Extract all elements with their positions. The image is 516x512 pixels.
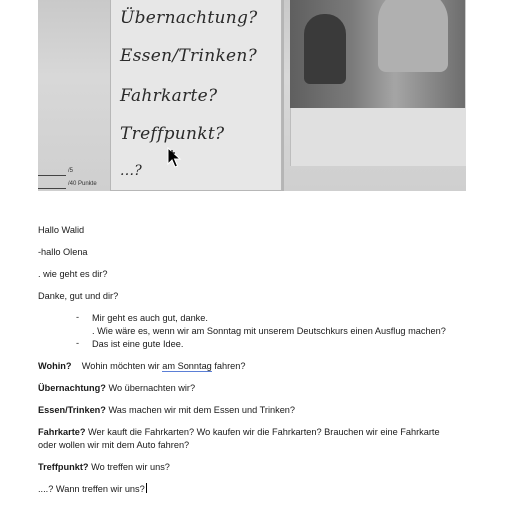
card-item-more: ...? [120,163,143,179]
person-silhouette [304,14,346,84]
bullet-line: Mir geht es auch gut, danke. [92,313,208,323]
card-item-treffpunkt: Treffpunkt? [120,124,225,144]
person-silhouette [378,0,448,72]
question-last[interactable]: ....? Wann treffen wir uns? [38,484,145,494]
dialog-line: -hallo Olena [38,247,88,257]
score-line [38,175,66,176]
score-bottom: /40 Punkte [68,181,97,187]
bullet-line: . Wie wäre es, wenn wir am Sonntag mit unserem Deutschkurs einen Ausflug machen? [92,326,446,336]
question-fahrkarte: Fahrkarte? Wer kauft die Fahrkarten? Wo kaufen wir die Fahrkarten? Brauchen wir eine Fahrkarte [38,427,440,437]
bullet-dash: - [76,338,80,348]
bullet-line: Das ist eine gute Idee. [92,339,184,349]
question-treffpunkt: Treffpunkt? Wo treffen wir uns? [38,462,170,472]
card-item-uebernachtung: Übernachtung? [120,8,258,28]
card-item-fahrkarte: Fahrkarte? [120,86,218,106]
score-top: /5 [68,168,74,174]
question-fahrkarte-cont: oder wollen wir mit dem Auto fahren? [38,440,190,450]
question-uebernachtung: Übernachtung? Wo übernachten wir? [38,383,196,393]
spellcheck-underline: am Sonntag [162,361,212,371]
question-essen: Essen/Trinken? Was machen wir mit dem Essen und Trinken? [38,405,296,415]
scanned-worksheet-image [38,0,466,191]
bullet-dash: - [76,312,80,322]
question-label: Übernachtung? [38,383,106,393]
score-line [38,188,66,189]
photo [290,0,465,108]
question-label: Essen/Trinken? [38,405,106,415]
question-label: Fahrkarte? [38,427,86,437]
dialog-line: Danke, gut und dir? [38,291,119,301]
dialog-line: . wie geht es dir? [38,269,108,279]
text-caret [146,483,147,493]
question-wohin: Wohin? Wohin möchten wir am Sonntag fahren? [38,361,246,371]
move-cursor-icon [166,147,182,169]
question-label: Wohin? [38,361,72,371]
photo-margin [290,108,466,166]
question-label: ....? [38,484,54,494]
question-label: Treffpunkt? [38,462,89,472]
card-item-essen: Essen/Trinken? [120,46,258,66]
dialog-line: Hallo Walid [38,225,85,235]
